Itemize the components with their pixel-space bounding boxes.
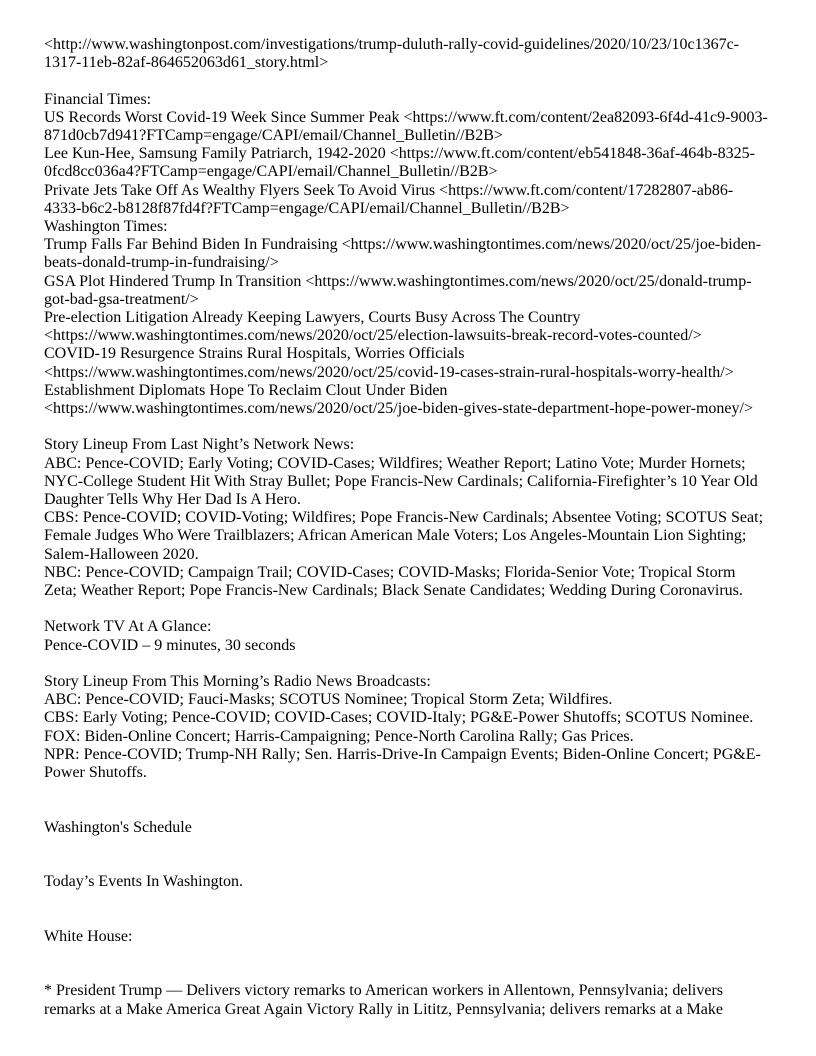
text-line: ABC: Pence-COVID; Fauci-Masks; SCOTUS Nominee; Tropical Storm Zeta; Wildfires.: [44, 691, 613, 709]
section-washington-post-link: [44, 36, 774, 91]
text-line: <https://www.washingtontimes.com/news/2020/oct/25/covid-19-cases-strain-rural-hospitals-worry-health/>: [44, 363, 734, 381]
text-line: Lee Kun-Hee, Samsung Family Patriarch, 1942-2020 <https://www.ft.com/content/eb541848-36af-464b-8325-: [44, 145, 755, 163]
text-line: remarks at a Make America Great Again Victory Rally in Lititz, Pennsylvania; delivers remarks at a Make: [44, 1000, 723, 1018]
text-line: US Records Worst Covid-19 Week Since Summer Peak <https://www.ft.com/content/2ea82093-6f4d-41c9-9003-: [44, 108, 768, 126]
text-line: CBS: Early Voting; Pence-COVID; COVID-Cases; COVID-Italy; PG&E-Power Shutoffs; SCOTUS Nominee.: [44, 709, 754, 727]
text-line: Network TV At A Glance:: [44, 618, 212, 636]
section-todays-events-heading: [44, 873, 774, 928]
text-line: got-bad-gsa-treatment/>: [44, 290, 199, 308]
text-line: <https://www.washingtontimes.com/news/2020/oct/25/election-lawsuits-break-record-votes-counted/>: [44, 327, 702, 345]
section-washington-times: [44, 218, 774, 436]
blank-line: [44, 418, 774, 436]
section-white-house-heading: [44, 928, 774, 983]
section-president-trump-event: [44, 982, 774, 1018]
text-line: Financial Times:: [44, 90, 152, 108]
text-line: Pence-COVID – 9 minutes, 30 seconds: [44, 636, 296, 654]
blank-line: [44, 837, 774, 855]
text-line: 871d0cb7d941?FTCamp=engage/CAPI/email/Channel_Bulletin//B2B>: [44, 127, 503, 144]
text-line: Washington's Schedule: [44, 818, 192, 836]
text-line: NPR: Pence-COVID; Trump-NH Rally; Sen. Harris-Drive-In Campaign Events; Biden-Online Concert; PG&E-: [44, 745, 761, 763]
blank-line: [44, 655, 774, 673]
text-line: Power Shutoffs.: [44, 764, 147, 782]
text-line: FOX: Biden-Online Concert; Harris-Campaigning; Pence-North Carolina Rally; Gas Prices.: [44, 727, 634, 745]
text-line: Today’s Events In Washington.: [44, 873, 244, 891]
text-line: NBC: Pence-COVID; Campaign Trail; COVID-Cases; COVID-Masks; Florida-Senior Vote; Tropical Storm: [44, 563, 736, 581]
text-line: Story Lineup From This Morning’s Radio News Broadcasts:: [44, 673, 431, 691]
section-radio-news-lineup: [44, 673, 774, 819]
text-line: 4333-b6c2-b8128f87fd4f?FTCamp=engage/CAPI/email/Channel_Bulletin//B2B>: [44, 199, 570, 217]
text-line: <https://www.washingtontimes.com/news/2020/oct/25/joe-biden-gives-state-department-hope-power-money/>: [44, 400, 753, 418]
text-line: GSA Plot Hindered Trump In Transition <https://www.washingtontimes.com/news/2020/oct/25/donald-trump-: [44, 272, 752, 290]
section-network-news-lineup: [44, 436, 774, 618]
text-line: <http://www.washingtonpost.com/investigations/trump-duluth-rally-covid-guidelines/2020/10/23/10c1367c-: [44, 36, 740, 53]
text-line: * President Trump — Delivers victory remarks to American workers in Allentown, Pennsylvania; delivers: [44, 982, 723, 1000]
text-line: 0fcd8cc036a4?FTCamp=engage/CAPI/email/Channel_Bulletin//B2B>: [44, 163, 498, 181]
document-body: [44, 36, 774, 1019]
blank-line: [44, 964, 774, 982]
text-line: CBS: Pence-COVID; COVID-Voting; Wildfires; Pope Francis-New Cardinals; Absentee Voting; SCOTUS Seat;: [44, 509, 764, 527]
section-network-tv-at-a-glance: [44, 618, 774, 673]
blank-line: [44, 891, 774, 909]
text-line: NYC-College Student Hit With Stray Bullet; Pope Francis-New Cardinals; California-Firefighter’s 10 Year Old: [44, 472, 758, 490]
blank-line: [44, 855, 774, 873]
blank-line: [44, 946, 774, 964]
text-line: Zeta; Weather Report; Pope Francis-New Cardinals; Black Senate Candidates; Wedding During Coronavirus.: [44, 582, 743, 600]
text-line: Story Lineup From Last Night’s Network News:: [44, 436, 355, 454]
text-line: Trump Falls Far Behind Biden In Fundraising <https://www.washingtontimes.com/news/2020/oct/25/joe-biden-: [44, 236, 762, 254]
blank-line: [44, 800, 774, 818]
text-line: Pre-election Litigation Already Keeping Lawyers, Courts Busy Across The Country: [44, 309, 581, 327]
text-line: Female Judges Who Were Trailblazers; African American Male Voters; Los Angeles-Mountain Lion Sighting;: [44, 527, 747, 545]
section-washingtons-schedule-heading: [44, 819, 774, 874]
blank-line: [44, 600, 774, 618]
text-line: Daughter Tells Why Her Dad Is A Hero.: [44, 491, 301, 509]
text-line: beats-donald-trump-in-fundraising/>: [44, 254, 279, 272]
text-line: Establishment Diplomats Hope To Reclaim Clout Under Biden: [44, 381, 448, 399]
blank-line: [44, 910, 774, 928]
text-line: White House:: [44, 927, 133, 945]
text-line: Private Jets Take Off As Wealthy Flyers Seek To Avoid Virus <https://www.ft.com/content/17282807-ab86-: [44, 181, 734, 199]
text-line: ABC: Pence-COVID; Early Voting; COVID-Cases; Wildfires; Weather Report; Latino Vote; Murder Hornets;: [44, 454, 746, 472]
text-line: Washington Times:: [44, 218, 168, 236]
blank-line: [44, 72, 774, 90]
blank-line: [44, 782, 774, 800]
text-line: Salem-Halloween 2020.: [44, 545, 199, 563]
text-line: 1317-11eb-82af-864652063d61_story.html>: [44, 54, 329, 72]
text-line: COVID-19 Resurgence Strains Rural Hospitals, Worries Officials: [44, 345, 465, 363]
section-financial-times: [44, 91, 774, 218]
